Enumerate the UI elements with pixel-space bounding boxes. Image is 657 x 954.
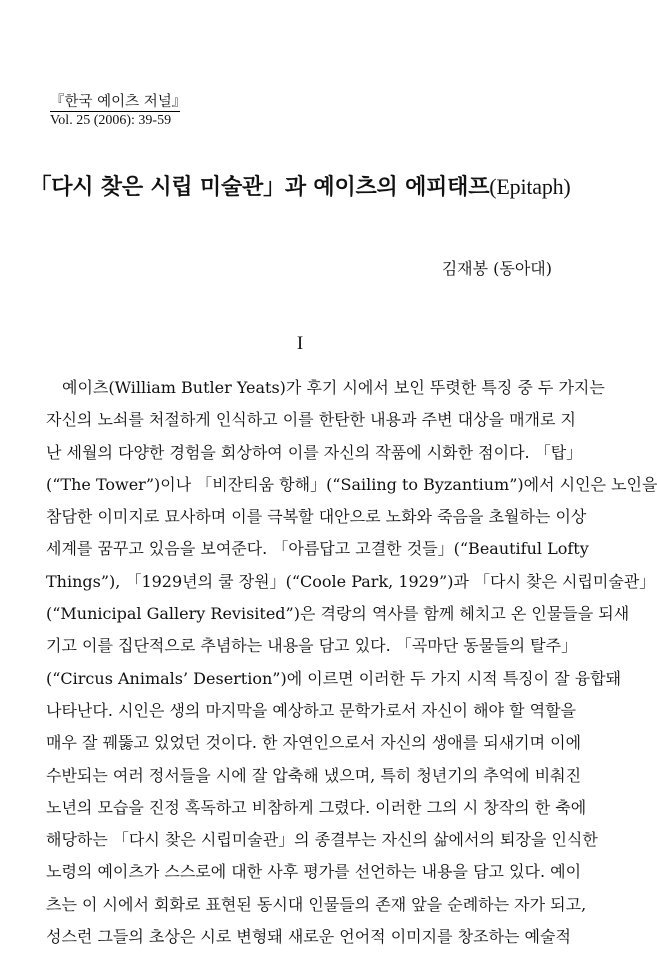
body-line: 참담한 이미지로 묘사하며 이를 극복할 대안으로 노화와 죽음을 초월하는 이상 — [46, 507, 587, 527]
body-line: 나타난다. 시인은 생의 마지막을 예상하고 문학가로서 자신이 해야 할 역할을 — [46, 700, 576, 720]
volume-info: Vol. 25 (2006): 39-59 — [50, 113, 172, 128]
volume-divider — [50, 111, 180, 112]
body-line: 세계를 꿈꾸고 있음을 보여준다. 「아름답고 고결한 것들」(“Beautiful Lofty — [46, 539, 589, 559]
title-english: (Epitaph) — [489, 174, 571, 199]
body-line: (“Circus Animals’ Desertion”)에 이르면 이러한 두 가지 시적 특징이 잘 융합돼 — [46, 668, 622, 688]
body-line: (“The Tower”)이나 「비잔티움 항해」(“Sailing to Byzantium”)에서 시인은 노인을 — [46, 474, 657, 494]
body-line: Things”), 「1929년의 쿨 장원」(“Coole Park, 1929”)과 「다시 찾은 시립미술관」 — [46, 571, 656, 591]
body-line: 수반되는 여러 정서들을 시에 잘 압축해 냈으며, 특히 청년기의 추억에 비춰진 — [46, 765, 582, 785]
body-line: 츠는 이 시에서 회화로 표현된 동시대 인물들의 존재 앞을 순례하는 자가 되고, — [46, 894, 587, 914]
title-main: 「다시 찾은 시립 미술관」과 예이츠의 에피태프 — [29, 174, 490, 200]
body-line: 난 세월의 다양한 경험을 회상하여 이를 자신의 작품에 시화한 점이다. 「탑」 — [46, 442, 583, 462]
paper-title — [0, 170, 600, 201]
body-line: 노령의 예이츠가 스스로에 대한 사후 평가를 선언하는 내용을 담고 있다. 예이 — [46, 862, 582, 882]
body-text — [46, 372, 657, 953]
body-line: 성스런 그들의 초상은 시로 변형돼 새로운 언어적 이미지를 창조하는 예술적 — [46, 927, 571, 947]
journal-name: 『한국 예이츠 저널』 — [50, 94, 187, 110]
body-line: 기고 이를 집단적으로 추념하는 내용을 담고 있다. 「곡마단 동물들의 탈주」 — [46, 636, 578, 656]
body-line: 예이츠(William Butler Yeats)가 후기 시에서 보인 뚜렷한 특징 중 두 가지는 — [62, 378, 605, 397]
body-line: 매우 잘 꿰뚫고 있었던 것이다. 한 자연인으로서 자신의 생애를 되새기며 이에 — [46, 733, 582, 753]
body-line: (“Municipal Gallery Revisited”)은 격랑의 역사를 함께 헤치고 온 인물들을 되새 — [46, 604, 630, 624]
body-line: 노년의 모습을 진정 혹독하고 비참하게 그렸다. 이러한 그의 시 창작의 한 축에 — [46, 797, 587, 817]
body-line: 자신의 노쇠를 처절하게 인식하고 이를 한탄한 내용과 주변 대상을 매개로 지 — [46, 410, 576, 430]
section-number: I — [296, 333, 304, 354]
author-affiliation: 김재봉 (동아대) — [441, 259, 552, 278]
body-line: 해당하는 「다시 찾은 시립미술관」의 종결부는 자신의 삶에서의 퇴장을 인식한 — [46, 830, 598, 850]
